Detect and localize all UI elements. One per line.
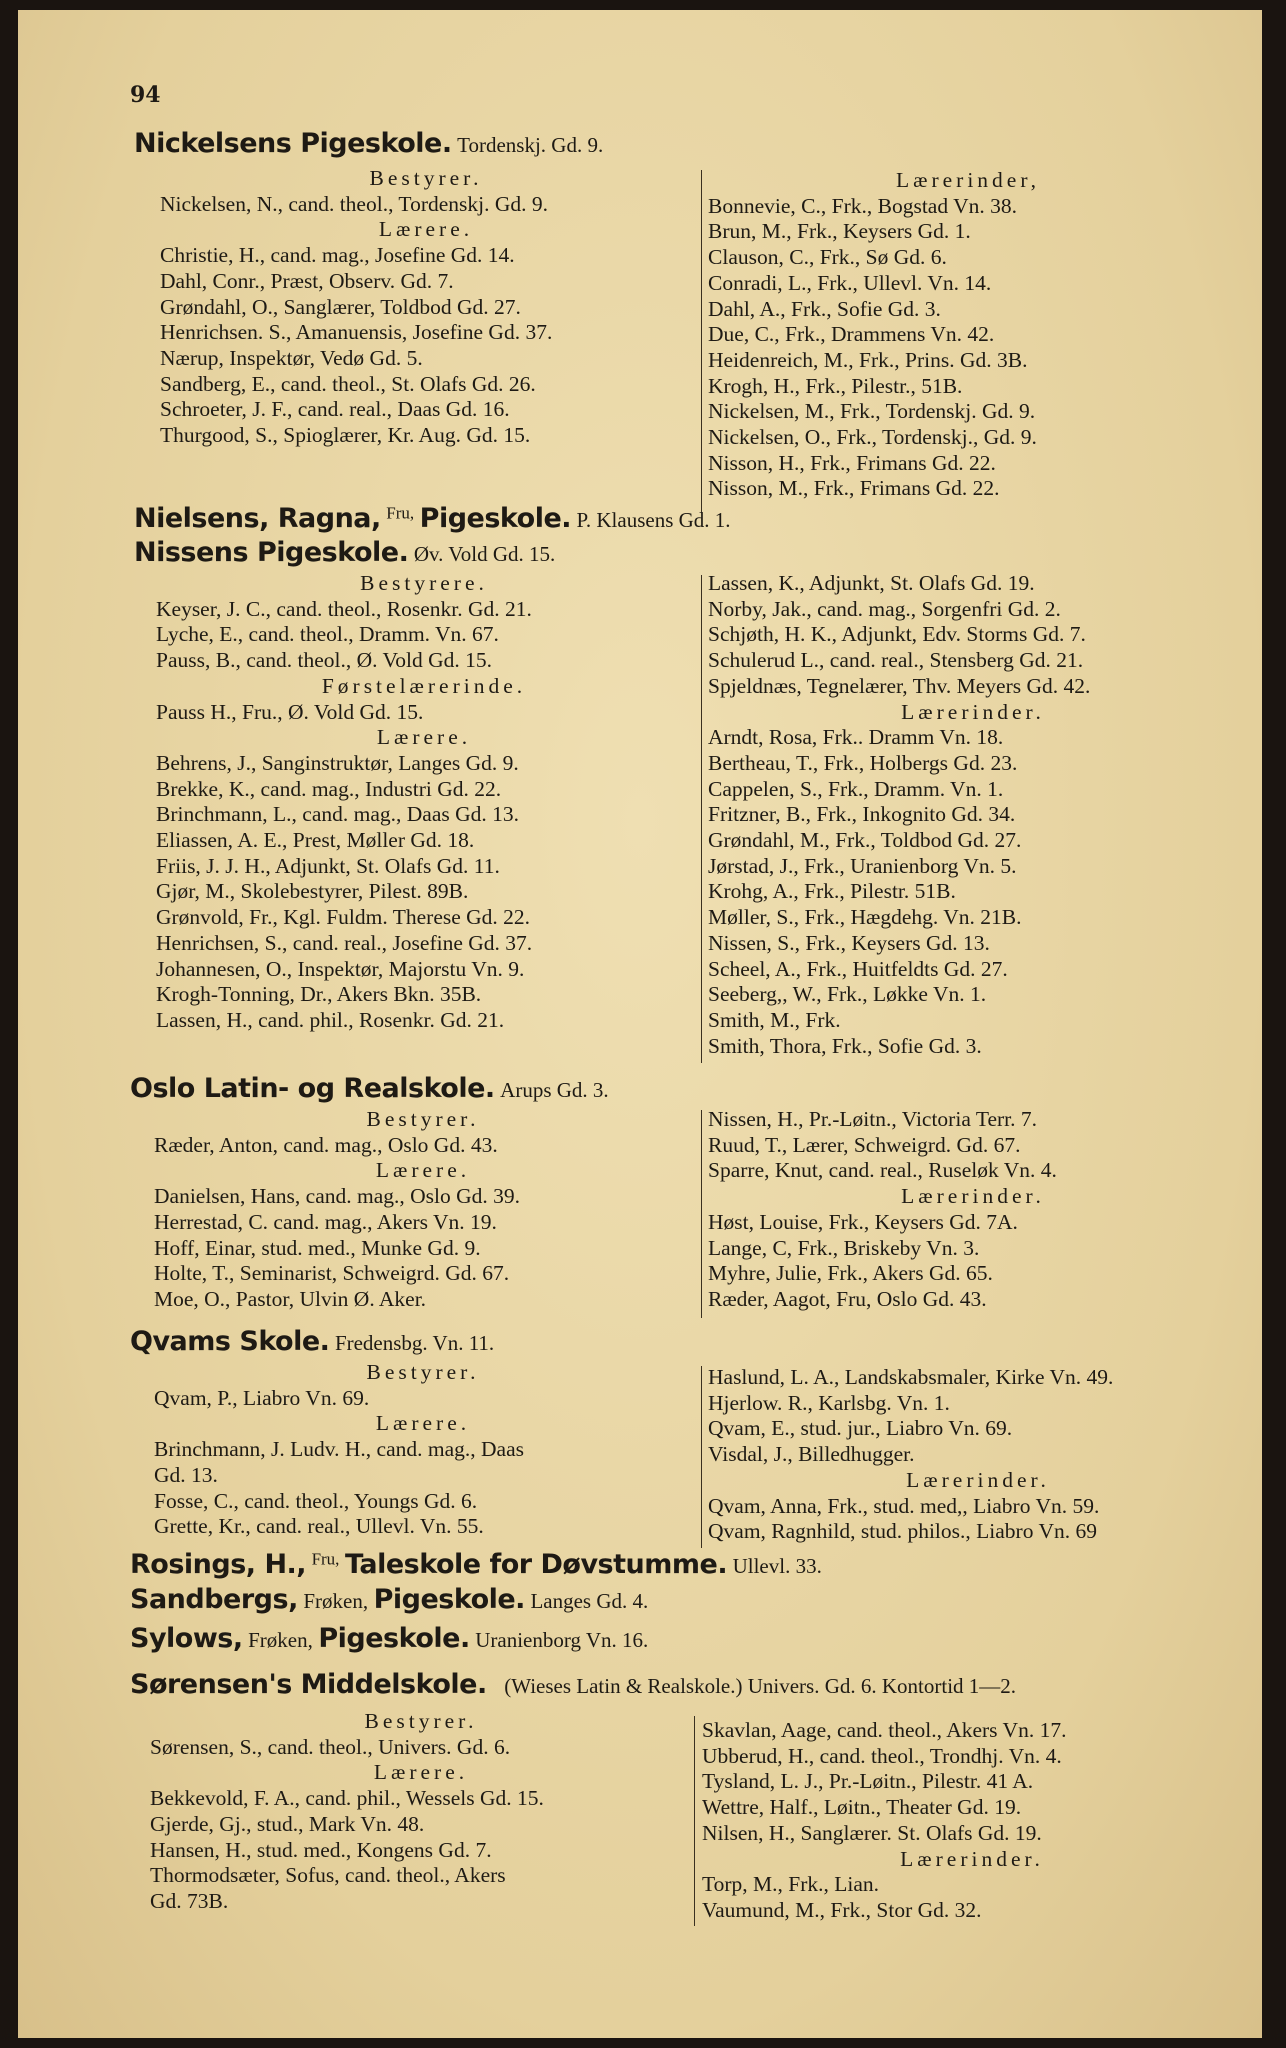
- school-address: (Wieses Latin & Realskole.) Univers. Gd. 6. Kontortid 1—2.: [504, 1674, 1017, 1698]
- staff-entry: Keyser, J. C., cand. theol., Rosenkr. Gd. 21.: [156, 596, 532, 621]
- staff-column-right: [708, 168, 1228, 502]
- staff-column-left: [150, 1709, 692, 1915]
- school-address: Uranienborg Vn. 16.: [475, 1628, 649, 1652]
- school-name: Nickelsens Pigeskole.: [134, 128, 452, 159]
- school-name: Nielsens, Ragna,: [134, 503, 381, 534]
- staff-entry: Myhre, Julie, Frk., Akers Gd. 65.: [708, 1261, 993, 1286]
- staff-entry: Wettre, Half., Løitn., Theater Gd. 19.: [702, 1795, 1022, 1820]
- staff-entry: Christie, H., cand. mag., Josefine Gd. 14.: [160, 243, 515, 268]
- staff-entry: Lange, C, Frk., Briskeby Vn. 3.: [708, 1235, 980, 1260]
- school-heading-sylows: [130, 1623, 648, 1654]
- staff-entry: Arndt, Rosa, Frk.. Dramm Vn. 18.: [708, 725, 1004, 750]
- school-name: Sørensen's Middelskole.: [130, 1669, 487, 1700]
- staff-entry: Moe, O., Pastor, Ulvin Ø. Aker.: [154, 1286, 427, 1311]
- category-heading: Lærerinder,: [895, 168, 1041, 192]
- staff-entry: Grønvold, Fr., Kgl. Fuldm. Therese Gd. 22.: [156, 905, 531, 930]
- column-divider: [701, 1110, 702, 1318]
- staff-entry: Hoff, Einar, stud. med., Munke Gd. 9.: [154, 1235, 481, 1260]
- column-divider: [701, 170, 702, 512]
- staff-entry: Hjerlow. R., Karlsbg. Vn. 1.: [708, 1390, 950, 1415]
- staff-column-right: [708, 1365, 1248, 1545]
- staff-entry: Conradi, L., Frk., Ullevl. Vn. 14.: [708, 270, 992, 295]
- category-heading: Bestyrer.: [369, 166, 483, 190]
- school-name: Sandbergs,: [130, 1584, 298, 1615]
- school-type: Taleskole for Døvstumme.: [344, 1549, 728, 1580]
- category-heading: Lærere.: [376, 725, 472, 750]
- staff-entry: Ubberud, H., cand. theol., Trondhj. Vn. 4.: [702, 1743, 1062, 1768]
- staff-entry: Norby, Jak., cand. mag., Sorgenfri Gd. 2.: [708, 596, 1061, 621]
- staff-entry: Grette, Kr., cand. real., Ullevl. Vn. 55.: [154, 1514, 484, 1539]
- staff-entry: Sandberg, E., cand. theol., St. Olafs Gd. 26.: [160, 371, 536, 396]
- school-heading-qvams: [130, 1326, 494, 1357]
- staff-entry: Jørstad, J., Frk., Uranienborg Vn. 5.: [708, 853, 1017, 878]
- school-heading-sandbergs: [130, 1584, 648, 1615]
- school-address: Langes Gd. 4.: [530, 1589, 649, 1613]
- school-heading-nickelsens: [134, 128, 603, 159]
- school-address: Ullevl. 33.: [732, 1554, 822, 1578]
- staff-entry: Henrichsen, S., cand. real., Josefine Gd. 37.: [156, 930, 533, 955]
- school-address: Arups Gd. 3.: [500, 1078, 609, 1102]
- staff-entry: Tysland, L. J., Pr.-Løitn., Pilestr. 41 A.: [702, 1769, 1034, 1794]
- staff-column-left: [154, 1360, 692, 1540]
- staff-entry: Heidenreich, M., Frk., Prins. Gd. 3B.: [708, 347, 1028, 372]
- staff-entry: Johannesen, O., Inspektør, Majorstu Vn. 9.: [156, 956, 525, 981]
- staff-entry: Nilsen, H., Sanglærer. St. Olafs Gd. 19.: [702, 1820, 1042, 1845]
- staff-entry: Herrestad, C. cand. mag., Akers Vn. 19.: [154, 1209, 497, 1234]
- staff-entry: Skavlan, Aage, cand. theol., Akers Vn. 17.: [702, 1718, 1067, 1742]
- staff-entry: Dahl, A., Frk., Sofie Gd. 3.: [708, 296, 941, 321]
- staff-entry: Smith, M., Frk.: [708, 1007, 841, 1032]
- staff-entry: Brekke, K., cand. mag., Industri Gd. 22.: [156, 776, 502, 801]
- staff-entry: Møller, S., Frk., Hægdehg. Vn. 21B.: [708, 905, 1022, 930]
- staff-column-left: [154, 1107, 692, 1313]
- staff-entry: Seeberg,, W., Frk., Løkke Vn. 1.: [708, 982, 987, 1007]
- staff-entry: Nickelsen, N., cand. theol., Tordenskj. Gd. 9.: [160, 191, 549, 216]
- staff-entry: Sparre, Knut, cand. real., Ruseløk Vn. 4.: [708, 1158, 1057, 1183]
- staff-entry: Friis, J. J. H., Adjunkt, St. Olafs Gd. 11.: [156, 853, 500, 878]
- school-name: Rosings, H.,: [130, 1549, 307, 1580]
- staff-entry: Visdal, J., Billedhugger.: [708, 1442, 915, 1467]
- category-heading: Lærerinder.: [901, 699, 1045, 724]
- staff-entry: Spjeldnæs, Tegnelærer, Thv. Meyers Gd. 42.: [708, 673, 1091, 698]
- school-heading-oslo-latin: [130, 1073, 609, 1104]
- staff-entry: Krogh-Tonning, Dr., Akers Bkn. 35B.: [156, 982, 482, 1007]
- school-address: Fredensbg. Vn. 11.: [334, 1331, 495, 1355]
- school-heading-nielsens: [134, 503, 731, 534]
- staff-entry: Gjerde, Gj., stud., Mark Vn. 48.: [150, 1811, 425, 1836]
- staff-entry: Sørensen, S., cand. theol., Univers. Gd. 6.: [150, 1734, 511, 1759]
- staff-entry: Grøndahl, O., Sanglærer, Toldbod Gd. 27.: [160, 294, 521, 319]
- staff-entry: Ræder, Anton, cand. mag., Oslo Gd. 43.: [154, 1132, 498, 1157]
- staff-column-right: [702, 1718, 1242, 1924]
- school-heading-sorensens: [130, 1669, 1016, 1700]
- staff-entry: Schroeter, J. F., cand. real., Daas Gd. 16.: [160, 397, 510, 422]
- category-heading: Lærere.: [373, 1760, 469, 1785]
- staff-entry: Torp, M., Frk., Lian.: [702, 1872, 880, 1897]
- staff-entry: Nissen, H., Pr.-Løitn., Victoria Terr. 7.: [708, 1107, 1038, 1131]
- category-heading: Lærere.: [375, 1158, 471, 1183]
- staff-entry: Behrens, J., Sanginstruktør, Langes Gd. 9.: [156, 750, 519, 775]
- staff-entry: Fritzner, B., Frk., Inkognito Gd. 34.: [708, 802, 1016, 827]
- staff-entry: Brinchmann, J. Ludv. H., cand. mag., Daas: [154, 1437, 524, 1462]
- title-fru: Fru,: [386, 503, 415, 523]
- page-number: 94: [130, 82, 161, 108]
- staff-entry: Scheel, A., Frk., Huitfeldts Gd. 27.: [708, 956, 1008, 981]
- staff-entry: Qvam, P., Liabro Vn. 69.: [154, 1385, 370, 1410]
- staff-entry: Ruud, T., Lærer, Schweigrd. Gd. 67.: [708, 1132, 1021, 1157]
- staff-entry: Thormodsæter, Sofus, cand. theol., Akers: [150, 1863, 506, 1888]
- staff-entry: Danielsen, Hans, cand. mag., Oslo Gd. 39.: [154, 1184, 521, 1209]
- staff-entry: Bekkevold, F. A., cand. phil., Wessels Gd. 15.: [150, 1786, 544, 1811]
- staff-entry: Gd. 73B.: [150, 1888, 229, 1913]
- staff-entry: Høst, Louise, Frk., Keysers Gd. 7A.: [708, 1209, 1018, 1234]
- staff-entry: Haslund, L. A., Landskabsmaler, Kirke Vn. 49.: [708, 1365, 1114, 1389]
- staff-entry: Nickelsen, O., Frk., Tordenskj., Gd. 9.: [708, 425, 1037, 450]
- column-divider: [701, 1366, 702, 1548]
- staff-entry: Lassen, H., cand. phil., Rosenkr. Gd. 21.: [156, 1007, 505, 1032]
- school-address: P. Klausens Gd. 1.: [576, 508, 731, 532]
- category-heading: Lærere.: [378, 217, 474, 242]
- staff-entry: Brinchmann, L., cand. mag., Daas Gd. 13.: [156, 802, 520, 827]
- column-divider: [701, 575, 702, 1063]
- school-address: Tordenskj. Gd. 9.: [457, 133, 604, 157]
- title-fru: Fru,: [311, 1549, 340, 1569]
- school-type: Pigeskole.: [373, 1584, 525, 1615]
- staff-column-left: [160, 166, 692, 449]
- staff-entry: Hansen, H., stud. med., Kongens Gd. 7.: [150, 1837, 492, 1862]
- category-heading: Lærere.: [375, 1411, 471, 1436]
- staff-column-right: [708, 1107, 1238, 1313]
- category-heading: Bestyrer.: [364, 1709, 478, 1733]
- staff-entry: Cappelen, S., Frk., Dramm. Vn. 1.: [708, 776, 1004, 801]
- school-type: Pigeskole.: [419, 503, 572, 534]
- category-heading: Bestyrere.: [360, 571, 488, 595]
- staff-entry: Bertheau, T., Frk., Holbergs Gd. 23.: [708, 750, 1018, 775]
- staff-entry: Ræder, Aagot, Fru, Oslo Gd. 43.: [708, 1286, 987, 1311]
- category-heading: Lærerinder.: [906, 1467, 1050, 1492]
- staff-entry: Holte, T., Seminarist, Schweigrd. Gd. 67.: [154, 1261, 510, 1286]
- category-heading: Lærerinder.: [901, 1184, 1045, 1209]
- staff-entry: Pauss H., Fru., Ø. Vold Gd. 15.: [156, 699, 424, 724]
- staff-column-right: [708, 571, 1238, 1059]
- school-name: Nissens Pigeskole.: [134, 537, 409, 568]
- staff-entry: Qvam, Anna, Frk., stud. med,, Liabro Vn. 59.: [708, 1493, 1100, 1518]
- title-froken: Frøken,: [303, 1589, 369, 1613]
- staff-entry: Qvam, E., stud. jur., Liabro Vn. 69.: [708, 1416, 1013, 1441]
- school-heading-nissens: [134, 537, 555, 568]
- staff-entry: Lassen, K., Adjunkt, St. Olafs Gd. 19.: [708, 571, 1035, 595]
- school-address: Øv. Vold Gd. 15.: [413, 542, 556, 566]
- staff-entry: Qvam, Ragnhild, stud. philos., Liabro Vn. 69: [708, 1519, 1097, 1544]
- staff-entry: Gjør, M., Skolebestyrer, Pilest. 89B.: [156, 879, 469, 904]
- staff-entry: Brun, M., Frk., Keysers Gd. 1.: [708, 219, 971, 244]
- staff-entry: Krogh, H., Frk., Pilestr., 51B.: [708, 373, 963, 398]
- school-heading-rosings: [130, 1549, 822, 1580]
- staff-entry: Henrichsen. S., Amanuensis, Josefine Gd. 37.: [160, 320, 553, 345]
- category-heading: Førstelærerinde.: [321, 673, 527, 698]
- staff-entry: Nisson, M., Frk., Frimans Gd. 22.: [708, 476, 1000, 501]
- school-type: Pigeskole.: [318, 1623, 470, 1654]
- staff-entry: Grøndahl, M., Frk., Toldbod Gd. 27.: [708, 828, 1022, 853]
- staff-entry: Krohg, A., Frk., Pilestr. 51B.: [708, 879, 956, 904]
- staff-entry: Clauson, C., Frk., Sø Gd. 6.: [708, 245, 947, 270]
- staff-entry: Nissen, S., Frk., Keysers Gd. 13.: [708, 930, 990, 955]
- school-name: Sylows,: [130, 1623, 243, 1654]
- category-heading: Bestyrer.: [366, 1360, 480, 1384]
- staff-entry: Bonnevie, C., Frk., Bogstad Vn. 38.: [708, 193, 1017, 218]
- staff-entry: Schjøth, H. K., Adjunkt, Edv. Storms Gd. 7.: [708, 622, 1086, 647]
- category-heading: Bestyrer.: [366, 1107, 480, 1131]
- staff-entry: Nisson, H., Frk., Frimans Gd. 22.: [708, 450, 996, 475]
- staff-entry: Vaumund, M., Frk., Stor Gd. 32.: [702, 1897, 982, 1922]
- category-heading: Lærerinder.: [900, 1846, 1044, 1871]
- directory-page: [18, 10, 1262, 2038]
- title-froken: Frøken,: [248, 1628, 313, 1652]
- staff-entry: Fosse, C., cand. theol., Youngs Gd. 6.: [154, 1488, 478, 1513]
- column-divider: [694, 1716, 695, 1926]
- school-name: Oslo Latin- og Realskole.: [130, 1073, 495, 1104]
- staff-entry: Smith, Thora, Frk., Sofie Gd. 3.: [708, 1033, 982, 1058]
- staff-entry: Due, C., Frk., Drammens Vn. 42.: [708, 322, 995, 347]
- staff-entry: Nickelsen, M., Frk., Tordenskj. Gd. 9.: [708, 399, 1036, 424]
- staff-entry: Pauss, B., cand. theol., Ø. Vold Gd. 15.: [156, 648, 493, 673]
- staff-entry: Schulerud L., cand. real., Stensberg Gd. 21.: [708, 648, 1084, 673]
- staff-entry: Lyche, E., cand. theol., Dramm. Vn. 67.: [156, 622, 499, 647]
- staff-entry: Thurgood, S., Spioglærer, Kr. Aug. Gd. 15.: [160, 423, 531, 448]
- staff-entry: Eliassen, A. E., Prest, Møller Gd. 18.: [156, 828, 475, 853]
- staff-entry: Nærup, Inspektør, Vedø Gd. 5.: [160, 345, 423, 370]
- staff-column-left: [156, 571, 692, 1034]
- school-name: Qvams Skole.: [130, 1326, 330, 1357]
- staff-entry: Dahl, Conr., Præst, Observ. Gd. 7.: [160, 268, 454, 293]
- staff-entry: Gd. 13.: [154, 1462, 218, 1487]
